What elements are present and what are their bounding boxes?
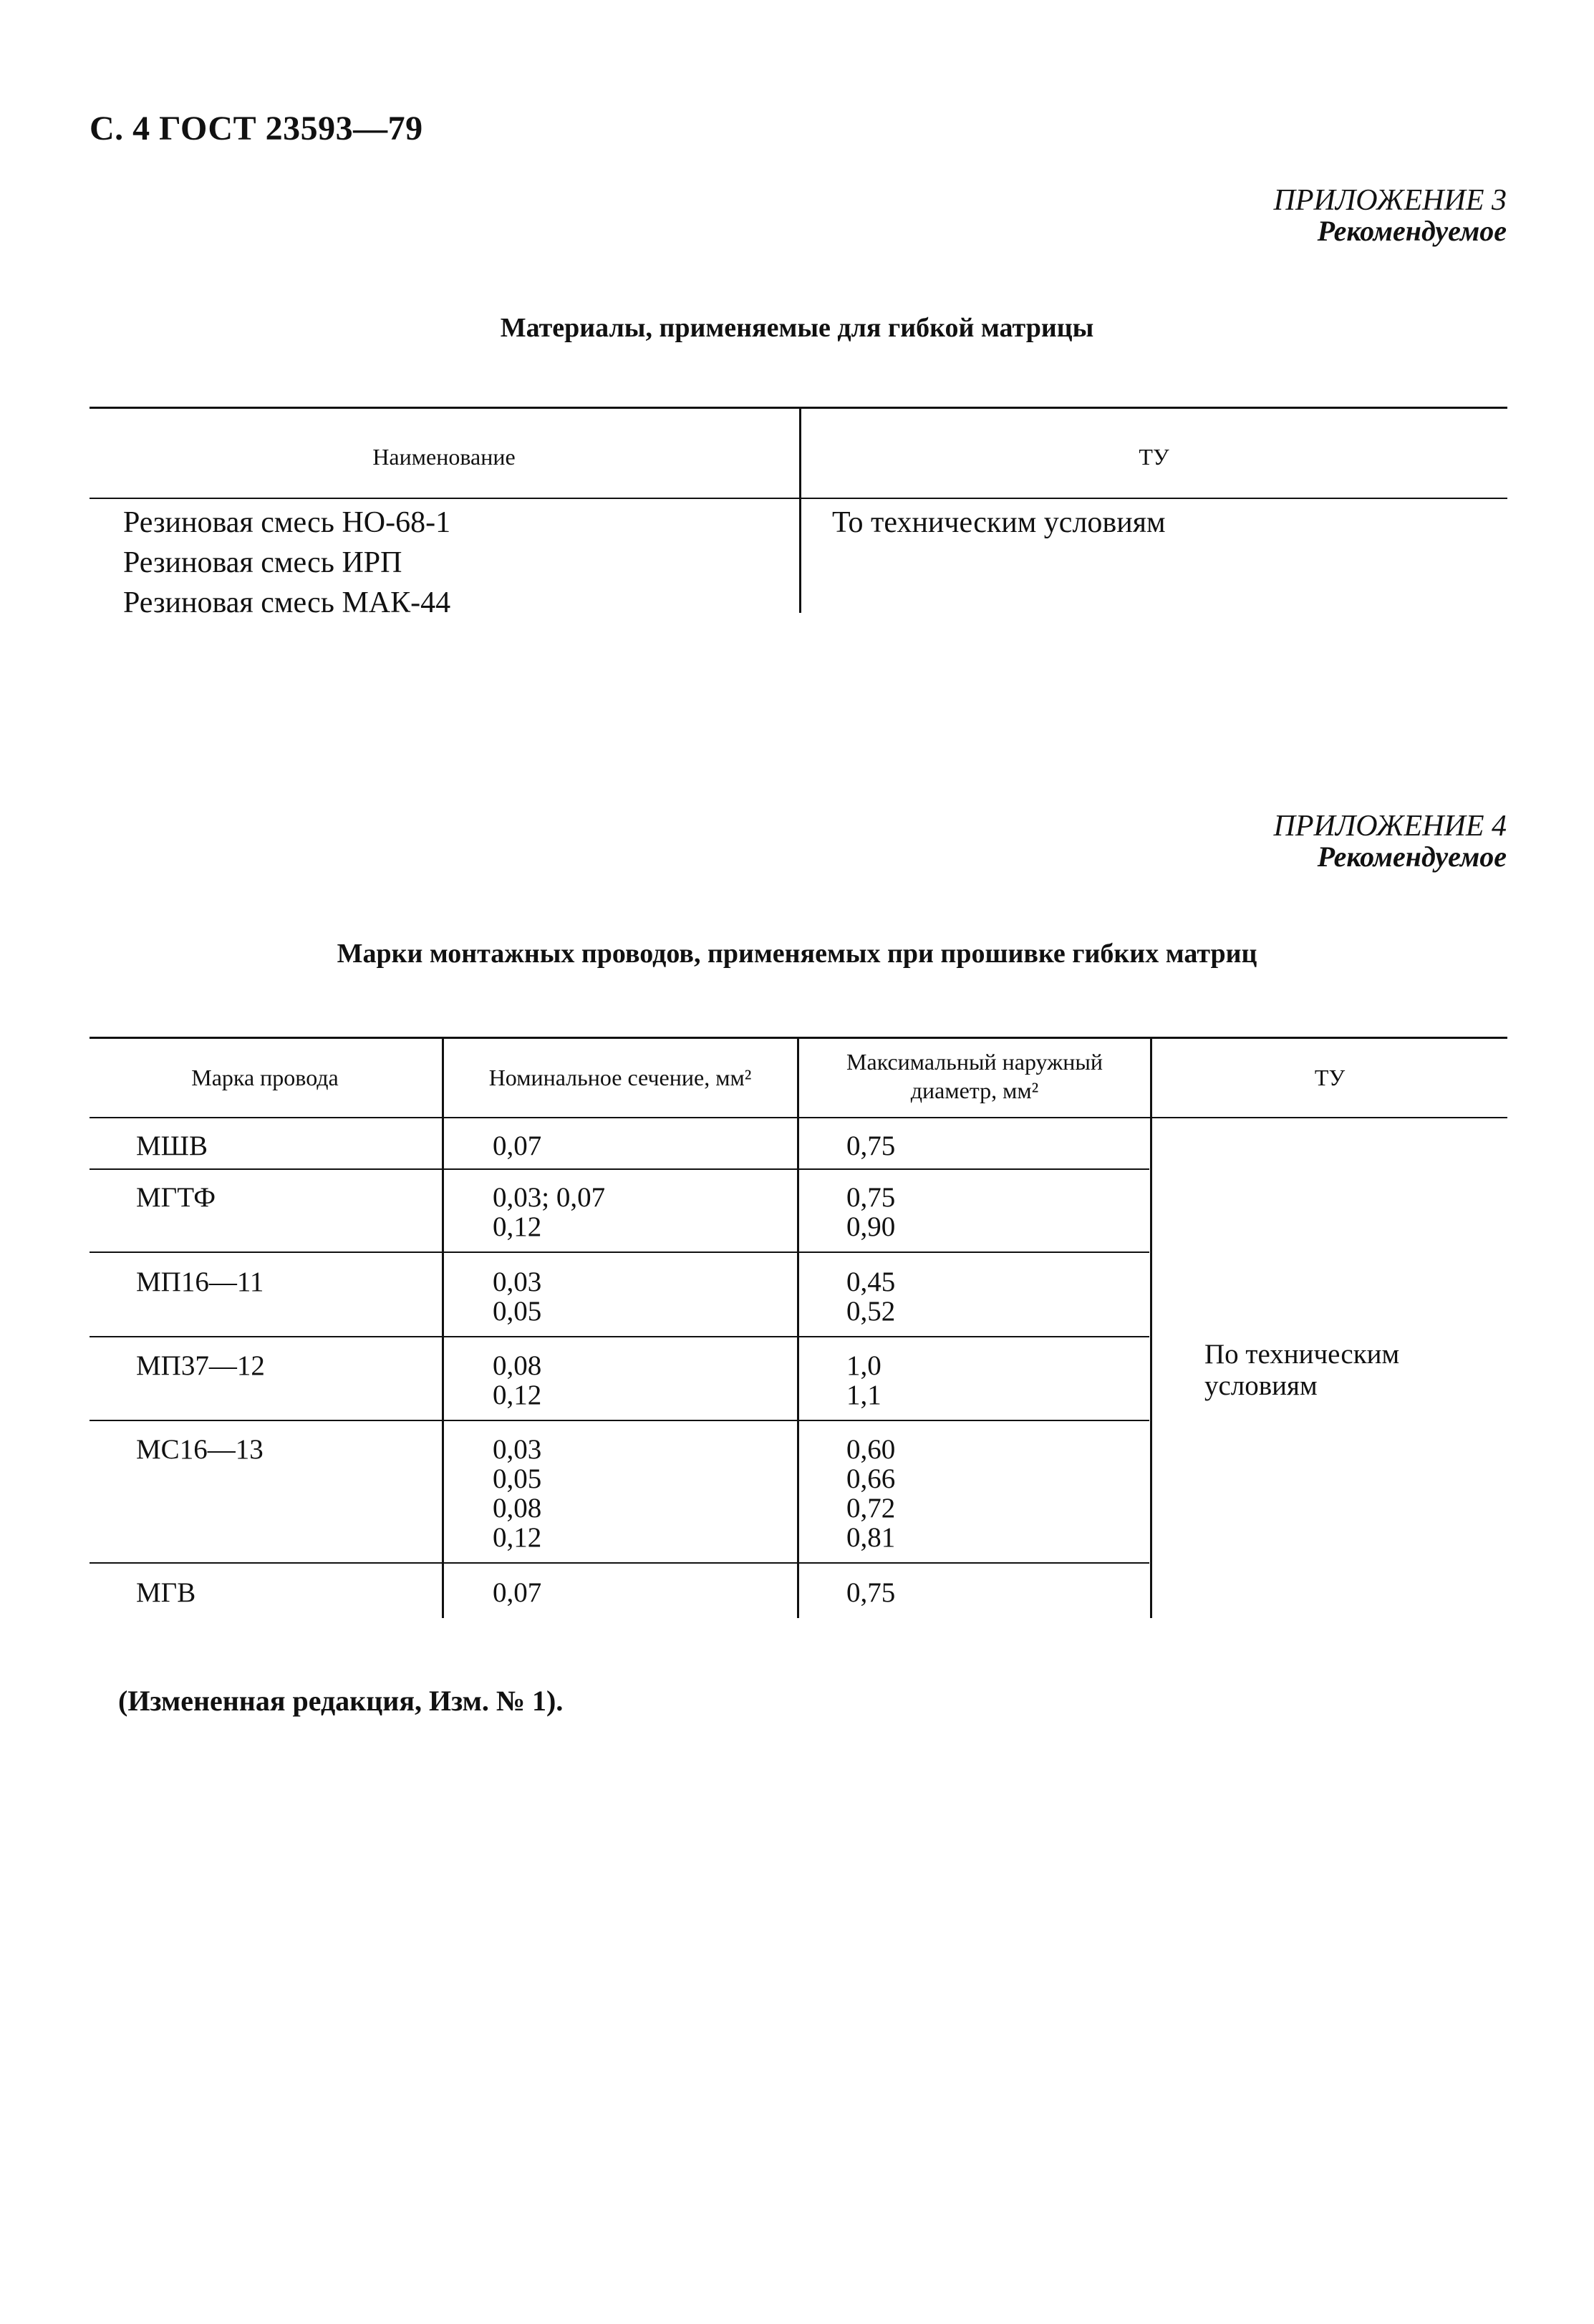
material-name: Резиновая смесь НО-68-1 xyxy=(123,506,451,539)
diameter-value: 0,75 xyxy=(846,1577,896,1608)
section-value: 0,08 xyxy=(493,1493,542,1524)
diameter-value: 0,75 xyxy=(846,1130,896,1161)
section-value: 0,12 xyxy=(493,1211,542,1242)
wire-sections xyxy=(493,1183,605,1241)
diameter-value: 0,45 xyxy=(846,1267,896,1297)
wire-diameters xyxy=(846,1131,895,1161)
material-name: Резиновая смесь ИРП xyxy=(123,546,402,579)
column-header-diameter xyxy=(799,1047,1150,1105)
wire-diameters xyxy=(846,1183,895,1241)
wire-diameters xyxy=(846,1267,895,1326)
section-value: 0,03 xyxy=(493,1434,542,1465)
diameter-value: 0,66 xyxy=(846,1463,896,1494)
diameter-value: 0,75 xyxy=(846,1182,896,1213)
diameter-value: 0,90 xyxy=(846,1211,896,1242)
wires-tu xyxy=(1204,1339,1399,1402)
column-header-tu: ТУ xyxy=(1314,1065,1346,1090)
section-value: 0,08 xyxy=(493,1350,542,1381)
section-value: 0,05 xyxy=(493,1463,542,1494)
appendix-3-title: Материалы, применяемые для гибкой матрицы xyxy=(500,313,1094,343)
table-row-divider xyxy=(90,1168,1149,1170)
diameter-value: 0,72 xyxy=(846,1493,896,1524)
column-header-tu: ТУ xyxy=(1139,444,1169,470)
column-header-name: Наименование xyxy=(372,444,516,470)
wire-mark: МП37—12 xyxy=(136,1350,265,1381)
table-column-divider xyxy=(1150,1037,1152,1618)
section-value: 0,03; 0,07 xyxy=(493,1182,606,1213)
table-column-divider xyxy=(442,1037,444,1618)
wire-mark: МГТФ xyxy=(136,1182,216,1213)
wire-sections xyxy=(493,1267,541,1326)
wire-diameters xyxy=(846,1435,895,1552)
table-row-divider xyxy=(90,1562,1149,1564)
section-value: 0,12 xyxy=(493,1522,542,1553)
materials-tu: То техническим условиям xyxy=(832,506,1166,539)
appendix-4-status: Рекомендуемое xyxy=(1317,841,1507,873)
wire-sections xyxy=(493,1578,541,1607)
wire-mark: МП16—11 xyxy=(136,1267,264,1297)
table-column-divider xyxy=(797,1037,799,1618)
tu-line: условиям xyxy=(1204,1370,1318,1401)
wire-sections xyxy=(493,1351,541,1410)
section-value: 0,07 xyxy=(493,1130,542,1161)
section-value: 0,05 xyxy=(493,1296,542,1327)
table-row-divider xyxy=(90,1420,1149,1421)
header-line: диаметр, мм² xyxy=(910,1078,1039,1103)
appendix-4-heading xyxy=(1274,810,1507,872)
material-name: Резиновая смесь МАК-44 xyxy=(123,586,451,619)
header-line: Максимальный наружный xyxy=(846,1049,1103,1075)
appendix-3-label: ПРИЛОЖЕНИЕ 3 xyxy=(1273,184,1507,217)
column-header-section: Номинальное сечение, мм² xyxy=(488,1065,752,1090)
table-rule-header xyxy=(90,498,1507,499)
diameter-value: 0,81 xyxy=(846,1522,896,1553)
appendix-3-heading xyxy=(1274,185,1507,246)
wire-mark: МС16—13 xyxy=(136,1434,264,1465)
wire-mark: МГВ xyxy=(136,1577,196,1608)
section-value: 0,12 xyxy=(493,1380,542,1410)
amendment-note: (Измененная редакция, Изм. № 1). xyxy=(118,1685,564,1717)
appendix-4-label: ПРИЛОЖЕНИЕ 4 xyxy=(1273,810,1507,843)
page-header: С. 4 ГОСТ 23593—79 xyxy=(90,110,423,147)
section-value: 0,07 xyxy=(493,1577,542,1608)
wire-sections xyxy=(493,1435,541,1552)
diameter-value: 1,0 xyxy=(846,1350,881,1381)
table-row-divider xyxy=(90,1336,1149,1337)
table-column-divider xyxy=(799,407,801,613)
table-row-divider xyxy=(90,1251,1149,1253)
diameter-value: 0,60 xyxy=(846,1434,896,1465)
tu-line: По техническим xyxy=(1204,1339,1400,1370)
section-value: 0,03 xyxy=(493,1267,542,1297)
diameter-value: 0,52 xyxy=(846,1296,896,1327)
table-rule-top xyxy=(90,407,1507,409)
appendix-3-status: Рекомендуемое xyxy=(1317,215,1507,248)
diameter-value: 1,1 xyxy=(846,1380,881,1410)
materials-name-list xyxy=(123,503,450,623)
wire-sections xyxy=(493,1131,541,1161)
wire-diameters xyxy=(846,1351,881,1410)
wire-diameters xyxy=(846,1578,895,1607)
wire-mark: МШВ xyxy=(136,1130,208,1161)
column-header-mark: Марка провода xyxy=(191,1065,339,1090)
appendix-4-title: Марки монтажных проводов, применяемых при прошивке гибких матриц xyxy=(337,939,1257,969)
